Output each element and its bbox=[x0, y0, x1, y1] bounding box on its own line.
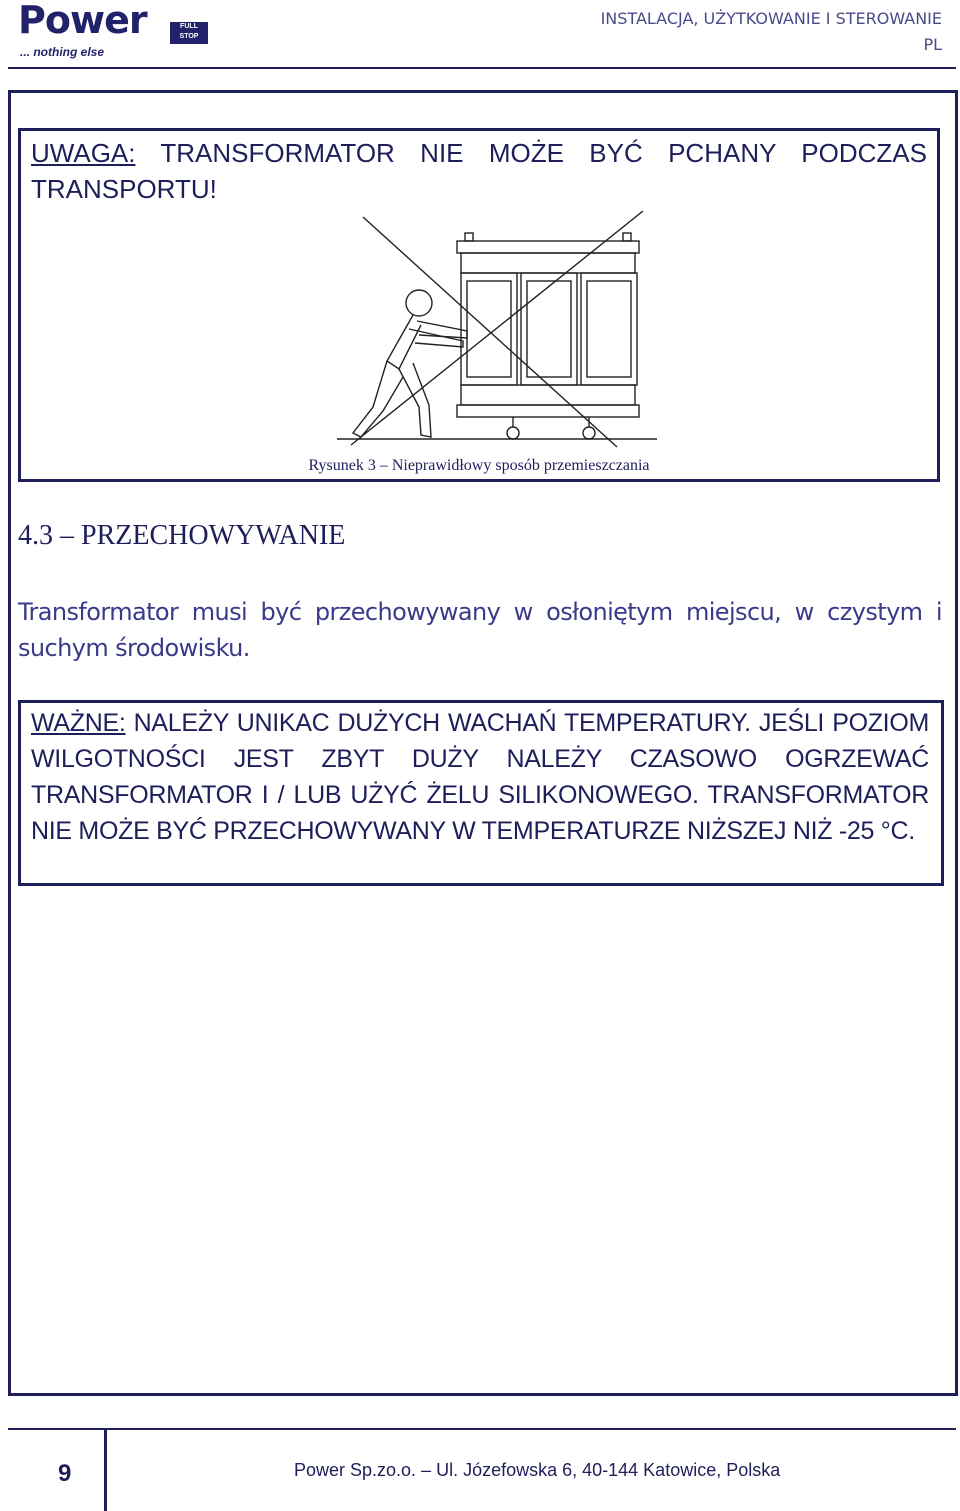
important-message: NALEŻY UNIKAC DUŻYCH WACHAŃ TEMPERATURY. JEŚLI POZIOM WILGOTNOŚCI JEST ZBYT DUŻY NALEŻY CZASOWO OGRZEWAĆ TRANSFORMATOR I / LUB UŻYĆ ŻELU SILIKONOWEGO. TRANSFORMATOR NIE MOŻE BYĆ PRZECHOWYWANY W TEMPERATURZE NIŻSZEJ NIŻ -25 °C. bbox=[31, 709, 929, 845]
power-logo bbox=[18, 0, 199, 62]
logo-badge: FULL STOP bbox=[170, 22, 208, 44]
company-address: Power Sp.zo.o. – Ul. Józefowska 6, 40-144 Katowice, Polska bbox=[294, 1460, 781, 1480]
important-label: WAŻNE: bbox=[31, 709, 126, 737]
document-title-line1: INSTALACJA, UŻYTKOWANIE I STEROWANIE bbox=[600, 9, 942, 28]
page-number: 9 bbox=[58, 1460, 72, 1487]
person-pushing-transformer-crossed-out-icon bbox=[317, 211, 657, 451]
header-divider bbox=[8, 67, 956, 69]
warning-text bbox=[31, 135, 927, 207]
important-box bbox=[18, 700, 944, 886]
warning-message: TRANSFORMATOR NIE MOŻE BYĆ PCHANY PODCZAS TRANSPORTU! bbox=[31, 138, 927, 204]
page-header bbox=[0, 0, 960, 70]
important-text bbox=[31, 705, 929, 849]
section-body: Transformator musi być przechowywany w osłoniętym miejscu, w czystym i suchym środowisku. bbox=[18, 598, 942, 662]
footer-divider bbox=[8, 1428, 956, 1430]
figure-caption: Rysunek 3 – Nieprawidłowy sposób przemieszczania bbox=[308, 457, 650, 474]
logo-wordmark: Power bbox=[18, 0, 147, 42]
footer-vertical-divider bbox=[104, 1430, 107, 1511]
warning-box bbox=[18, 128, 940, 482]
language-code: PL bbox=[923, 35, 942, 54]
logo-tagline: ... nothing else bbox=[20, 45, 105, 59]
document-title bbox=[601, 6, 942, 58]
section-heading: 4.3 – PRZECHOWYWANIE bbox=[18, 520, 346, 551]
warning-label: UWAGA: bbox=[31, 138, 136, 168]
